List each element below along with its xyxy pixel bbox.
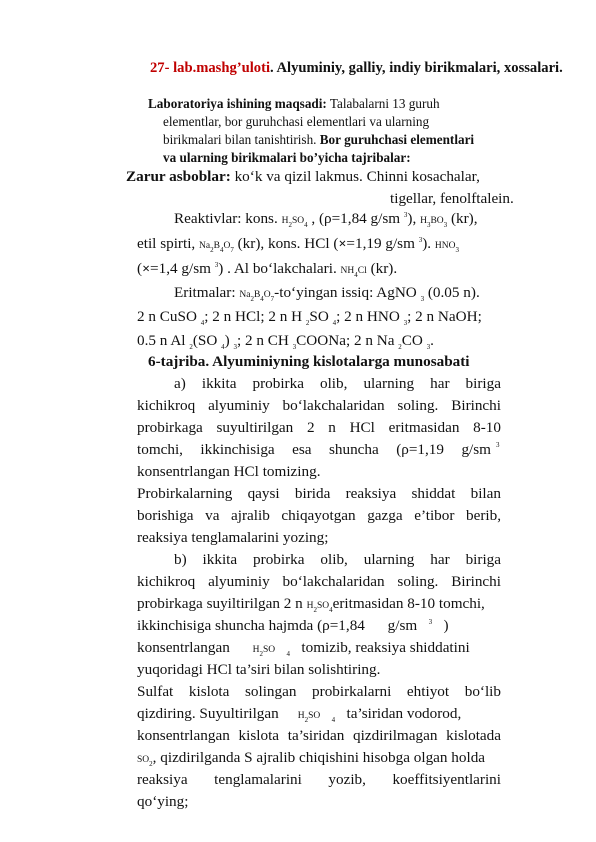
sulf-line-3: konsentrlangan kislota ta’siridan qizdirilmagan kislotada <box>137 727 501 744</box>
obs-line-2: borishiga va ajralib chiqayotgan gazga e’tibor berib, <box>137 507 501 524</box>
sulf-line-5: reaksiya tenglamalarini yozib, koeffitsiyentlarini <box>137 771 501 788</box>
part-a-line-5: konsentrlangan HCl tomizing. <box>137 463 321 480</box>
equipment-label: Zarur asboblar: <box>126 168 231 185</box>
purpose-text: birikmalari bilan tanishtirish. <box>163 132 320 147</box>
part-a-line-2: kichikroq alyuminiy bo‘lakchalaridan soling. Birinchi <box>137 397 501 414</box>
part-a-line-4: tomchi, ikkinchisiga esa shuncha (ρ=1,19 g/sm <box>137 441 491 458</box>
solutions-line-3: 0.5 n Al $_2$(SO $_4$) $_3$; 2 n CH $_3$COONa; 2 n Na $_2$CO $_3$. <box>137 332 434 352</box>
purpose-bold: Bor guruhchasi elementlari <box>319 132 475 147</box>
sulf-line-4: $SO_2$, qizdirilganda S ajralib chiqishini hisobga olgan holda <box>137 749 486 769</box>
part-a-line-1: a) ikkita probirka olib, ularning har biriga <box>174 375 501 392</box>
purpose-line-4: va ularning birikmalari bo’yicha tajribalar: <box>163 150 411 165</box>
purpose-label: Laboratoriya ishining maqsadi: <box>148 96 327 111</box>
page-title <box>150 60 563 77</box>
experiment-heading: 6-tajriba. Alyuminiyning kislotalarga munosabati <box>148 353 470 370</box>
cross-icon: × <box>142 262 151 277</box>
equipment-line-2: tigellar, fenolftalein. <box>390 190 514 207</box>
part-b-line-6: yuqoridagi HCl ta’siri bilan solishtiring. <box>137 661 381 678</box>
part-b-line-3: probirkaga suyiltirilgan 2 n $H_2SO_4eritmasidan$ 8-10 tomchi, <box>137 595 485 615</box>
title-text: . Alyuminiy, galliy, indiy birikmalari, xossalari. <box>270 60 563 76</box>
solutions-line-1: Eritmalar: $Na_2B_4O_7-to‘yingan$ issiq: AgNO $_3$ (0.05 n). <box>174 284 480 304</box>
reagents-line-3: (×=1,4 g/sm $^3$) . Al bo‘lakchalari. $NH_4Cl$ (kr). <box>137 260 398 280</box>
obs-line-3: reaksiya tenglamalarini yozing; <box>137 529 329 546</box>
part-b-line-1: b) ikkita probirka olib, ularning har biriga <box>174 551 501 568</box>
part-a-line-3: probirkaga suyultirilgan 2 n HCl eritmasidan 8-10 <box>137 419 501 436</box>
purpose-line-3 <box>163 132 474 148</box>
sulf-line-6: qo‘ying; <box>137 793 189 810</box>
equipment-line-1 <box>126 168 480 186</box>
reagents-line-1: Reaktivlar: kons. $H_2SO_4$ , (ρ=1,84 g/sm $^3$), $H_3BO_3$ (kr), <box>174 210 478 230</box>
part-b-line-5: konsentrlangan $H_2SO$ $_4$ tomizib, reaksiya shiddatini <box>137 639 470 659</box>
cross-icon: × <box>338 237 347 252</box>
sulf-line-2: qizdiring. Suyultirilgan $H_2SO$ $_4$ ta’siridan vodorod, <box>137 705 462 725</box>
purpose-text: Talabalarni 13 guruh <box>326 96 440 111</box>
solutions-line-2: 2 n CuSO $_4$; 2 n HCl; 2 n H $_2$SO $_4$; 2 n HNO $_3$; 2 n NaOH; <box>137 308 482 328</box>
sulf-line-1: Sulfat kislota solingan probirkalarni ehtiyot bo‘lib <box>137 683 501 700</box>
part-b-line-2: kichikroq alyuminiy bo‘lakchalaridan soling. Birinchi <box>137 573 501 590</box>
part-a-superscript: 3 <box>496 441 500 449</box>
purpose-line-2: elementlar, bor guruhchasi elementlari va ularning <box>163 114 430 129</box>
purpose-line-1 <box>148 96 440 112</box>
part-b-line-4: ikkinchisiga shuncha hajmda (ρ=1,84 g/sm $^3$ ) <box>137 617 449 634</box>
obs-line-1: Probirkalarning qaysi birida reaksiya shiddat bilan <box>137 485 501 502</box>
reagents-line-2: etil spirti, $Na_2B_4O_7$ (kr), kons. HCl (×=1,19 g/sm $^3$). $HNO_3$ <box>137 235 459 255</box>
equipment-text: ko‘k va qizil lakmus. Chinni kosachalar, <box>230 168 480 185</box>
lab-number: 27- lab.mashg’uloti <box>150 60 271 76</box>
